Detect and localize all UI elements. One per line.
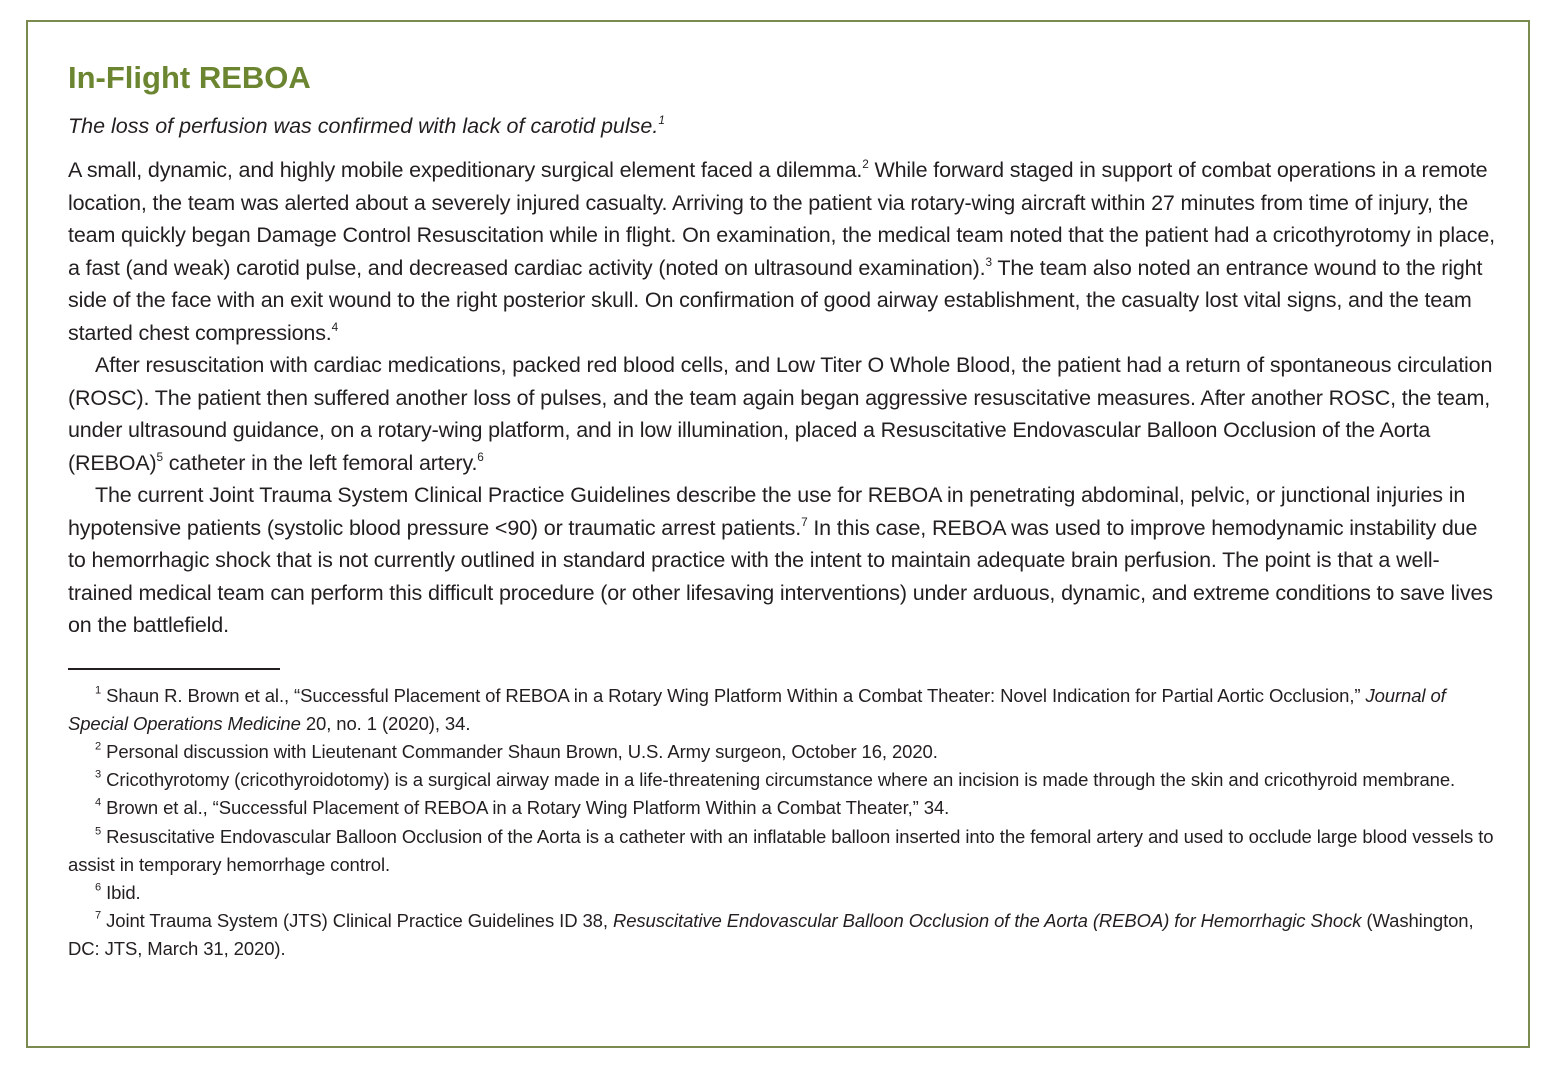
sidebar-content [68, 58, 1498, 964]
footnotes [68, 682, 1498, 964]
footnote-7 [68, 907, 1498, 963]
footnote-ref[interactable]: 5 [156, 449, 163, 464]
epigraph-text: The loss of perfusion was confirmed with lack of carotid pulse. [68, 114, 659, 138]
footnote-6 [68, 879, 1498, 907]
footnote-text: 20, no. 1 (2020), 34. [300, 712, 471, 734]
footnote-number: 5 [95, 825, 102, 838]
footnote-3 [68, 766, 1498, 794]
epigraph [68, 110, 1498, 142]
sidebar-title: In-Flight REBOA [68, 60, 311, 95]
paragraph-text: A small, dynamic, and highly mobile expeditionary surgical element faced a dilemma. [68, 158, 863, 182]
footnote-number: 6 [95, 881, 102, 894]
body-text [68, 154, 1498, 642]
footnote-2 [68, 738, 1498, 766]
paragraph-text: catheter in the left femoral artery. [162, 450, 478, 475]
footnote-text: (Washington, DC: JTS, March 31, 2020). [68, 910, 1474, 960]
footnote-text: Shaun R. Brown et al., “Successful Placement of REBOA in a Rotary Wing Platform Within a Combat Theater: Novel Indication for Partial Aortic Occlusion,” [101, 684, 1366, 706]
footnote-text: Brown et al., “Successful Placement of REBOA in a Rotary Wing Platform Within a Combat Theater,” 34. [101, 797, 950, 819]
footnote-number: 7 [95, 909, 102, 922]
paragraph-text: The current Joint Trauma System Clinical Practice Guidelines describe the use for REBOA in penetrating abdominal, pelvic, or junctional injuries in hypotensive patients (systolic blood pressure <90) or traumatic arrest patients. [68, 483, 1466, 540]
footnote-ref[interactable]: 4 [331, 319, 339, 334]
paragraph-text: After resuscitation with cardiac medications, packed red blood cells, and Low Titer O Whole Blood, the patient had a return of spontaneous circulation (ROSC). The patient then suffered another loss of pulses, and the team again began aggressive resuscitative measures. After another ROSC, the team, under ultrasound guidance, on a rotary-wing platform, and in low illumination, placed a Resuscitative Endovascular Balloon Occlusion of the Aorta (REBOA) [68, 353, 1493, 475]
footnote-ref[interactable]: 7 [801, 514, 808, 529]
footnote-number: 1 [95, 684, 102, 697]
paragraph-text: The team also noted an entrance wound to the right side of the face with an exit wound to the right posterior skull. On confirmation of good airway establishment, the casualty lost vital signs, and the team started chest compressions. [68, 255, 1483, 345]
footnote-number: 2 [95, 740, 102, 753]
footnote-text: Resuscitative Endovascular Balloon Occlusion of the Aorta is a catheter with an inflatable balloon inserted into the femoral artery and used to occlude large blood vessels to assist in temporary hemorrhage control. [68, 825, 1494, 875]
paragraph-1 [68, 154, 1498, 349]
paragraph-2 [68, 349, 1498, 479]
footnote-ref[interactable]: 1 [658, 113, 665, 128]
paragraph-text: While forward staged in support of combat operations in a remote location, the team was alerted about a severely injured casualty. Arriving to the patient via rotary-wing aircraft within 27 minutes from time of injury, the team quickly began Damage Control Resuscitation while in flight. On examination, the medical team noted that the patient had a cricothyrotomy in place, a fast (and weak) carotid pulse, and decreased cardiac activity (noted on ultrasound examination). [68, 158, 1495, 280]
footnote-1 [68, 682, 1498, 738]
sidebar-box [26, 20, 1530, 1048]
footnote-text: Personal discussion with Lieutenant Commander Shaun Brown, U.S. Army surgeon, October 16, 2020. [101, 740, 938, 762]
footnote-source-title: Resuscitative Endovascular Balloon Occlusion of the Aorta (REBOA) for Hemorrhagic Shock [612, 910, 1362, 932]
footnote-text: Cricothyrotomy (cricothyroidotomy) is a surgical airway made in a life-threatening circumstance where an incision is made through the skin and cricothyroid membrane. [101, 769, 1456, 791]
footnote-ref[interactable]: 3 [985, 254, 992, 269]
footnote-ref[interactable]: 2 [862, 157, 869, 172]
footnote-divider [68, 668, 280, 670]
footnote-ref[interactable]: 6 [477, 449, 484, 464]
footnote-source-title: Journal of Special Operations Medicine [68, 684, 1446, 734]
footnote-4 [68, 794, 1498, 822]
footnote-text: Joint Trauma System (JTS) Clinical Practice Guidelines ID 38, [101, 910, 613, 932]
paragraph-text: In this case, REBOA was used to improve hemodynamic instability due to hemorrhagic shock that is not currently outlined in standard practice with the intent to maintain adequate brain perfusion. The point is that a well-trained medical team can perform this difficult procedure (or other lifesaving interventions) under arduous, dynamic, and extreme conditions to save lives on the battlefield. [68, 515, 1493, 637]
paragraph-3 [68, 479, 1498, 642]
footnote-number: 4 [95, 797, 102, 809]
footnote-text: Ibid. [101, 881, 141, 903]
footnote-5 [68, 823, 1498, 879]
footnote-number: 3 [95, 768, 102, 781]
